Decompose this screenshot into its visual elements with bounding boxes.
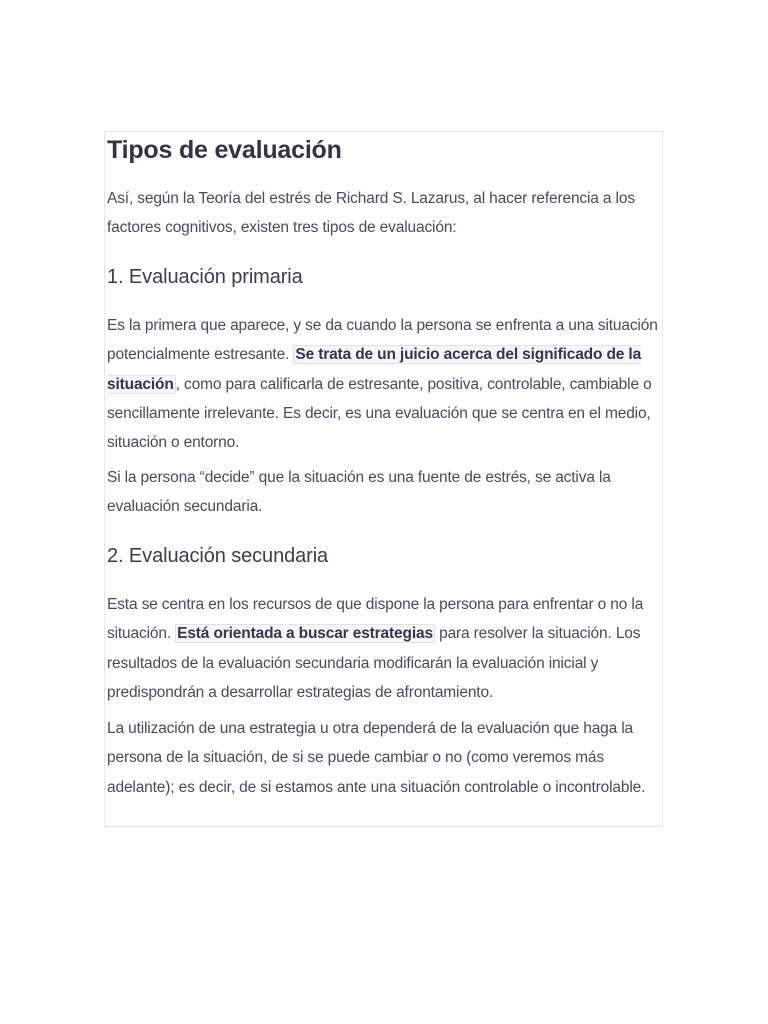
- secundaria-paragraph-1: [107, 590, 663, 707]
- primaria-highlight: Se trata de un juicio acerca del significado de la situación: [107, 346, 642, 393]
- primaria-paragraph-2: Si la persona “decide” que la situación es una fuente de estrés, se activa la evaluación secundaria.: [107, 469, 611, 516]
- secundaria-text-after: para resolver la situación. Los resultados de la evaluación secundaria modificarán la evaluación inicial y predispondrán a desarrollar estrategias de afrontamiento.: [107, 625, 641, 701]
- secundaria-paragraph-2: La utilización de una estrategia u otra dependerá de la evaluación que haga la persona de la situación, de si se puede cambiar o no (como veremos más adelante); es decir, de si estamos ante una situación controlable o incontrolable.: [107, 720, 646, 796]
- primaria-text-after: , como para calificarla de estresante, positiva, controlable, cambiable o sencillamente irrelevante. Es decir, es una evaluación que se centra en el medio, situación o entorno.: [107, 375, 652, 452]
- section-heading-secundaria: 2. Evaluación secundaria: [107, 545, 329, 567]
- section-heading-primaria: 1. Evaluación primaria: [107, 266, 303, 288]
- primaria-paragraph-1: [107, 311, 663, 457]
- article-title: Tipos de evaluación: [107, 136, 342, 164]
- primaria-text-before: Es la primera que aparece, y se da cuando la persona se enfrenta a una situación potencialmente estresante.: [107, 317, 658, 364]
- intro-paragraph: Así, según la Teoría del estrés de Richard S. Lazarus, al hacer referencia a los factores cognitivos, existen tres tipos de evaluación:: [107, 190, 635, 237]
- secundaria-highlight: Está orientada a buscar estrategias: [177, 625, 433, 643]
- article-block: [104, 131, 663, 827]
- secundaria-text-before: Esta se centra en los recursos de que dispone la persona para enfrentar o no la situación.: [107, 596, 644, 643]
